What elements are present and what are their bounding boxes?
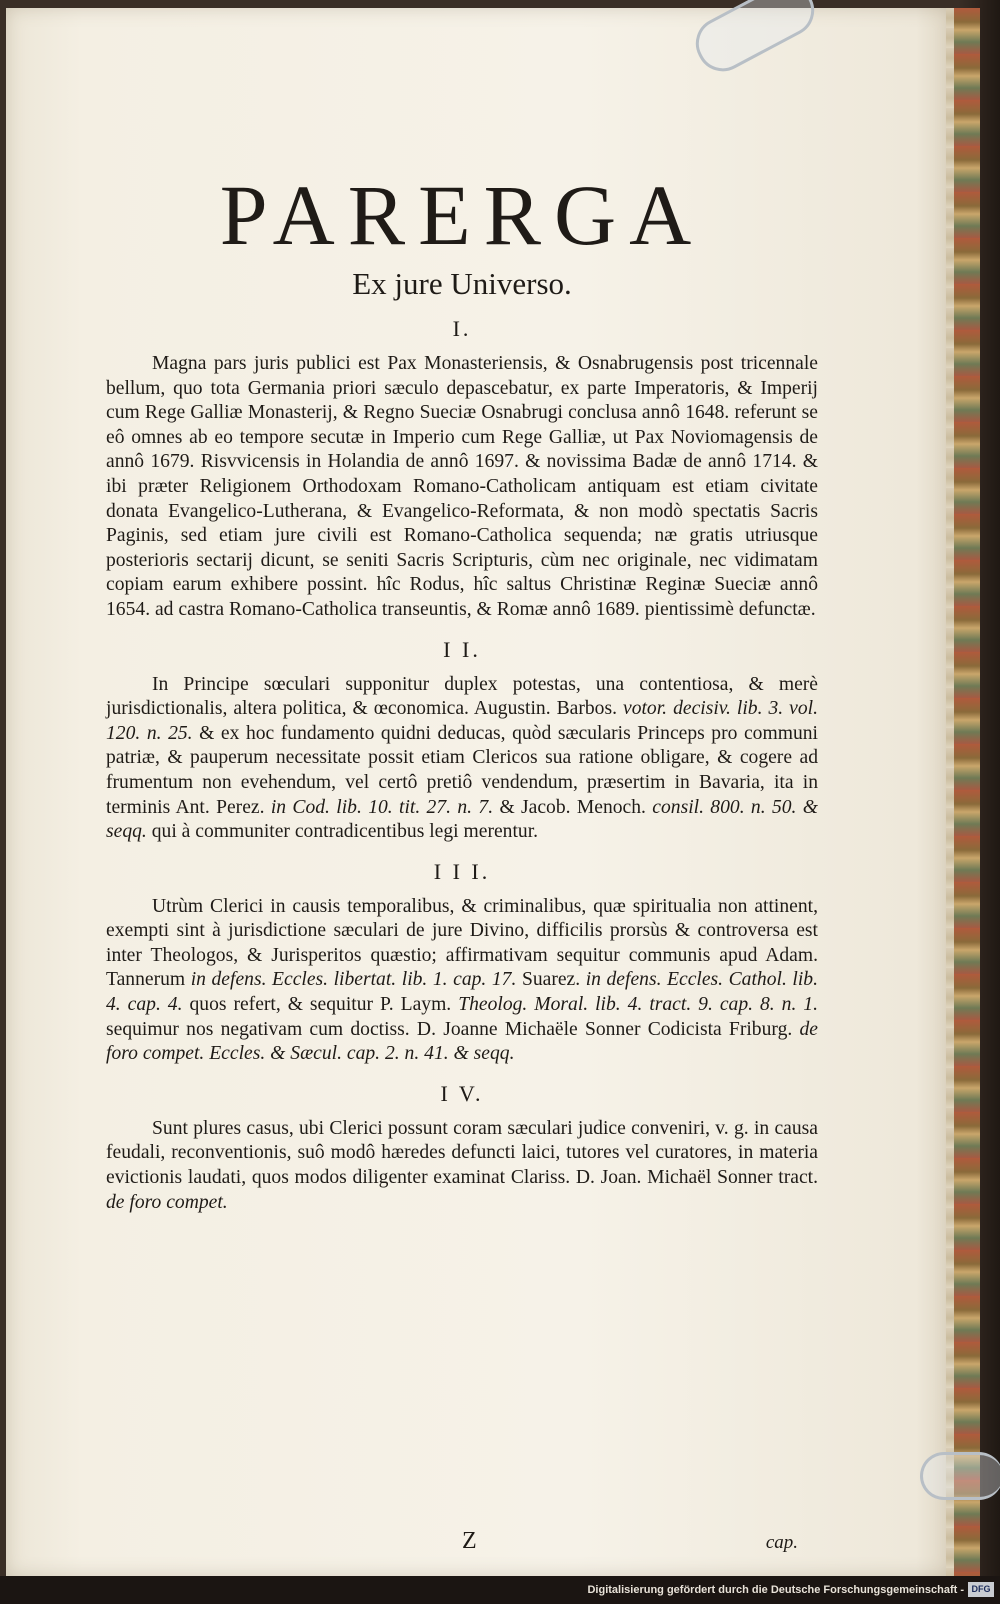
page-subtitle: Ex jure Universo.	[352, 266, 572, 301]
text-run: Sunt plures casus, ubi Clerici possunt coram sæculari judice conveniri, v. g. in causa feudali, reconventionis, suô modô hæredes defuncti laici, tutores vel curatores, in materia evictionis laudati, quos modos diligenter examinat Clariss. D. Joan. Michaël Sonner tract.	[106, 1117, 818, 1189]
section-1-text: Magna pars juris publici est Pax Monasteriensis, & Osnabrugensis post tricennale bellum, quo tota Germania priori sæculo depascebatur, ex parte Imperatoris, & Imperij cum Rege Galliæ Monasterij, & Regno Sueciæ Osnabrugi conclusa annô 1648. referunt se eô omnes ab eo tempore secutæ in Imperio cum Rege Galliæ, ut Pax Noviomagensis de annô 1679. Risvvicensis in Holandia de annô 1697. & novissima Badæ de annô 1714. & ibi præter Religionem Orthodoxam Romano-Catholicam antiquam est etiam civitate donata Evangelico-Lutherana, & Evangelico-Reformata, & non modò spectatis Sacris Paginis, sed etiam jure civili est Romano-Catholica sequenda; næ gratis utriusque posterioris sectarij dicunt, se seniti Sacris Scripturis, cùm nec originale, nec vidimatam copiam earum exhibere possint. hîc Rodus, hîc saltus Christinæ Reginæ Sueciæ annô 1654. ad castra Romano-Catholica transeuntis, & Romæ annô 1689. pientissimè defunctæ.	[106, 353, 818, 620]
footer-credit: Digitalisierung gefördert durch die Deutsche Forschungsgemeinschaft -	[587, 1584, 964, 1596]
catchword: cap.	[765, 1532, 798, 1553]
citation: in Cod. lib. 10. tit. 27. n. 7.	[270, 796, 494, 818]
page-clip-bottom	[920, 1452, 1000, 1500]
section-number-1: I.	[452, 316, 472, 341]
section-number-3: I I I.	[433, 858, 491, 884]
text-run: & Jacob. Menoch.	[499, 796, 646, 818]
text-run: sequimur nos negativam cum doctiss. D. Joanne Michaële Sonner Codicista Friburg.	[106, 1018, 793, 1040]
text-run: qui à communiter contradicentibus legi merentur.	[151, 821, 539, 843]
section-3-text	[106, 895, 818, 1067]
text-run: Suarez.	[521, 969, 581, 991]
citation: de foro compet. Eccles. & Sæcul. cap. 2. n. 41. & seqq.	[106, 1018, 818, 1065]
text-run: & ex hoc fundamento quidni deducas, quòd sæcularis Princeps pro communi patriæ, & pauperum necessitate possit etiam Clericos sua ratione obligare, & cogere ad frumentum non evehendum, vel certô pretiô vendendum, præsertim in Bavaria, ita in terminis Ant. Perez.	[106, 722, 818, 818]
page-text	[106, 150, 819, 1554]
marbled-edge	[954, 8, 980, 1576]
citation: de foro compet.	[106, 1191, 228, 1213]
page-title: PARERGA	[219, 167, 705, 263]
citation: in defens. Eccles. libertat. lib. 1. cap. 17.	[190, 969, 517, 991]
section-2-text	[106, 673, 818, 845]
section-4-text	[106, 1117, 818, 1215]
section-number-4: I V.	[440, 1080, 484, 1106]
citation: consil. 800. n. 50. & seqq.	[106, 796, 819, 843]
citation: in defens. Eccles. Cathol. lib. 4. cap. 4.	[106, 969, 818, 1016]
dfg-logo-icon: DFG	[968, 1582, 994, 1597]
text-run: In Principe sœculari supponitur duplex potestas, una contentiosa, & merè jurisdictionalis, altera politica, & œconomica. Augustin. Barbos.	[106, 673, 818, 720]
digitization-footer	[0, 1576, 1000, 1604]
signature-mark: Z	[462, 1528, 477, 1554]
section-number-2: I I.	[443, 636, 481, 662]
citation: Theolog. Moral. lib. 4. tract. 9. cap. 8. n. 1.	[458, 994, 818, 1016]
text-run: Utrùm Clerici in causis temporalibus, & criminalibus, quæ spiritualia non attinent, exempti sint à jurisdictione sæculari de jure Divino, difficilis prorsùs & controversa est inter Theologos, & Jurisperitos quæstio; affirmativam sequitur communis apud Adam. Tannerum	[106, 895, 818, 991]
text-run: quos refert, & sequitur P. Laym.	[189, 994, 452, 1016]
citation: votor. decisiv. lib. 3. vol. 120. n. 25.	[106, 698, 818, 744]
